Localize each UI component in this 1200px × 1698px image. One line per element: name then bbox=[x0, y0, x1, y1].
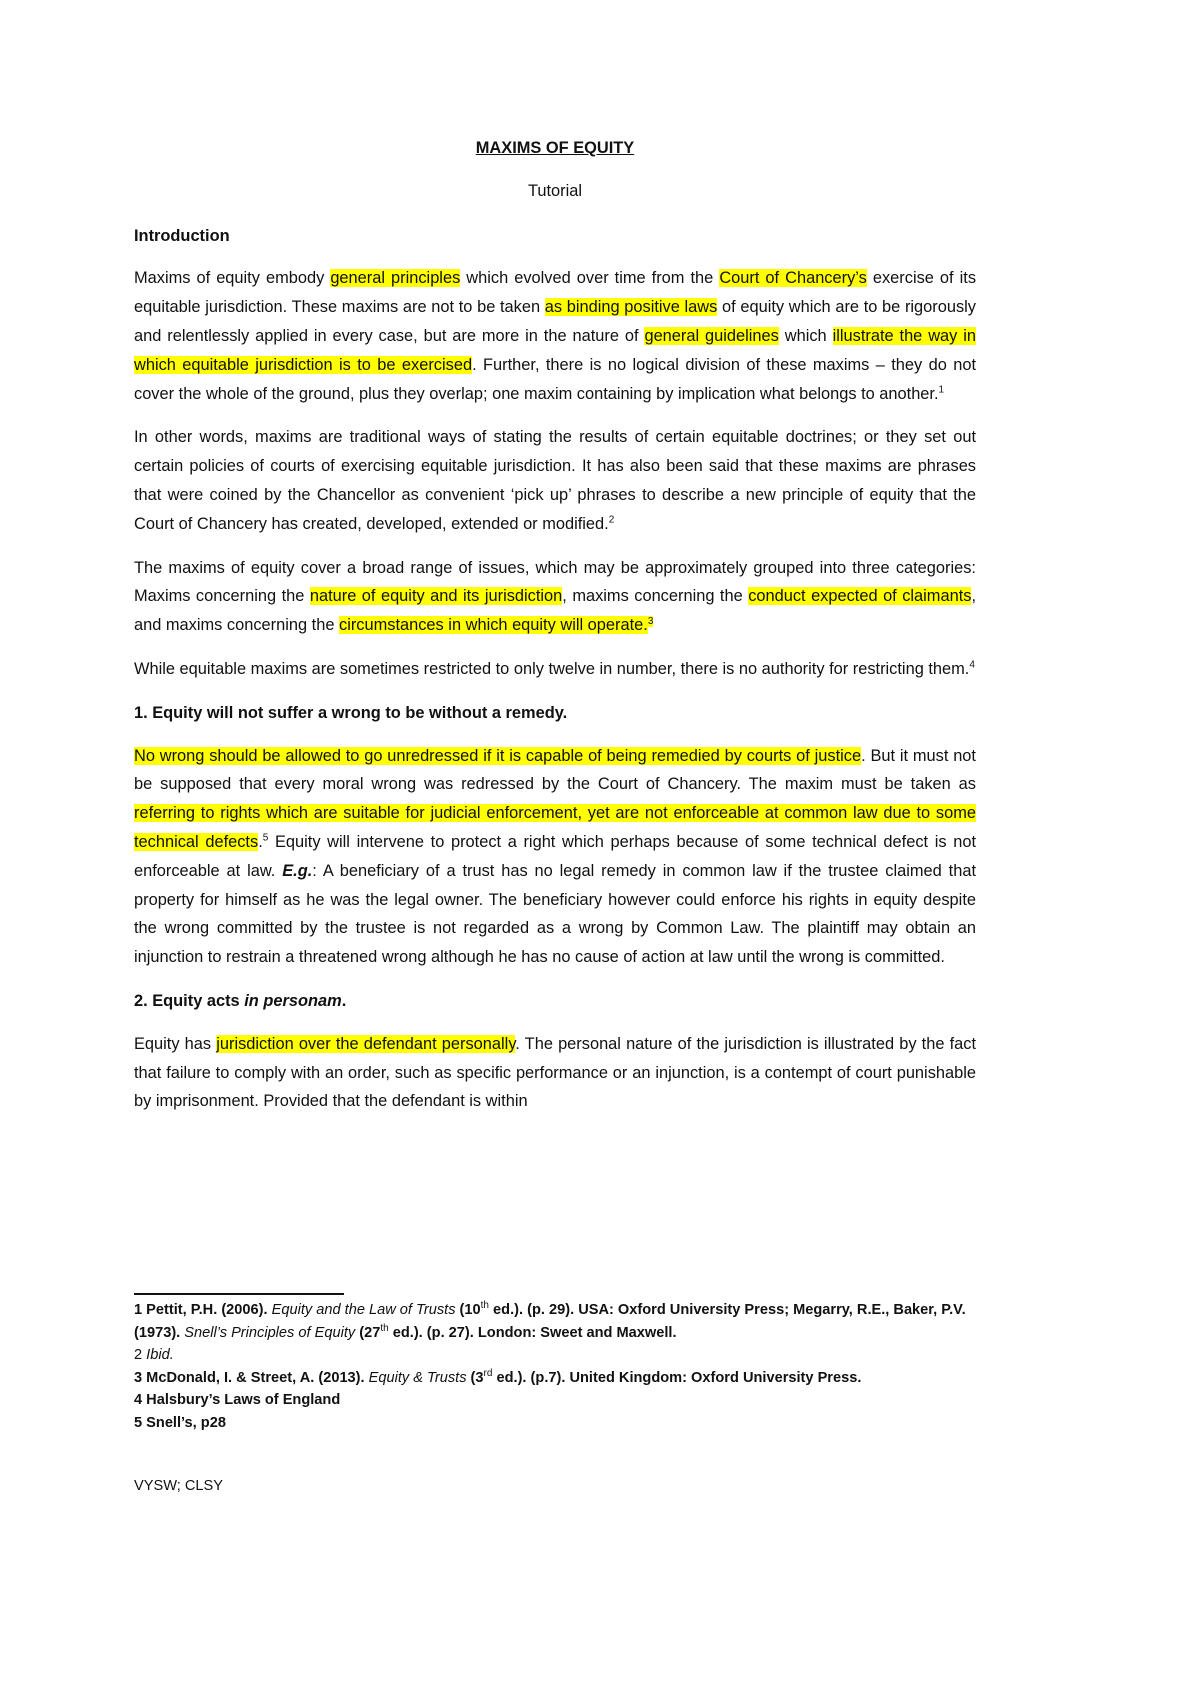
text-run: (27 bbox=[355, 1324, 381, 1341]
text-run: . bbox=[258, 832, 263, 851]
highlighted-text: general principles bbox=[330, 269, 461, 288]
text-run: 4 Halsbury’s Laws of England bbox=[134, 1392, 341, 1408]
text-run: (3 bbox=[466, 1369, 484, 1386]
highlighted-text: conduct expected of claimants bbox=[748, 587, 972, 606]
footnote bbox=[134, 1299, 976, 1344]
footnote-reference: th bbox=[380, 1322, 389, 1334]
highlighted-text: referring to rights which are suitable for judicial enforcement, yet are not enforceable at common law due to some technical defects bbox=[134, 804, 976, 851]
highlighted-text: nature of equity and its jurisdiction bbox=[309, 587, 563, 606]
highlighted-text: jurisdiction over the defendant personally bbox=[216, 1034, 516, 1053]
text-run: . But it must not be supposed that every moral wrong was redressed by the Court of Chancery. The maxim must be taken as bbox=[134, 746, 976, 794]
text-run: 3 McDonald, I. & Street, A. (2013). bbox=[134, 1369, 369, 1386]
text-run: Equity will intervene to protect a right which perhaps because of some technical defect is not enforceable at law. bbox=[134, 832, 976, 880]
footnote-reference: rd bbox=[483, 1367, 493, 1379]
highlighted-text: circumstances in which equity will operate. bbox=[339, 616, 648, 635]
footnote-reference: 2 bbox=[608, 514, 615, 526]
text-run: ed.). (p.7). United Kingdom: Oxford University Press. bbox=[492, 1369, 862, 1386]
paragraph bbox=[134, 655, 976, 684]
document-body bbox=[134, 134, 976, 1131]
text-run: which bbox=[778, 326, 833, 345]
footnote bbox=[134, 1367, 976, 1390]
text-run: of equity which are to be rigorously and relentlessly applied in every case, but are more in the nature of bbox=[134, 298, 976, 345]
footnote bbox=[134, 1412, 976, 1435]
text-run: in personam bbox=[244, 991, 342, 1010]
footnote bbox=[134, 1389, 976, 1412]
text-run: exercise of its equitable jurisdiction. These maxims are not to be taken bbox=[134, 269, 977, 317]
footnote bbox=[134, 1344, 976, 1367]
document-content bbox=[134, 222, 976, 1117]
text-run: Equity has bbox=[134, 1034, 217, 1053]
text-run: Maxims of equity embody bbox=[134, 269, 331, 288]
section-heading bbox=[134, 699, 976, 728]
paragraph bbox=[134, 742, 976, 972]
footnote-separator bbox=[134, 1293, 344, 1295]
document-title: MAXIMS OF EQUITY bbox=[475, 139, 635, 157]
text-run: Ibid. bbox=[146, 1347, 174, 1363]
text-run: (10 bbox=[455, 1302, 481, 1318]
text-run: In other words, maxims are traditional ways of stating the results of certain equitable doctrines; or they set out certain policies of courts of exercising equitable jurisdiction. It has also been said that these maxims are phrases that were coined by the Chancellor as convenient ‘pick up’ phrases to describe a new principle of equity that the Court of Chancery has created, developed, extended or modified. bbox=[134, 428, 976, 533]
text-run: . bbox=[341, 991, 347, 1010]
text-run: 2 bbox=[134, 1347, 147, 1363]
text-run: While equitable maxims are sometimes restricted to only twelve in number, there is no authority for restricting them. bbox=[134, 659, 970, 678]
text-run: Snell’s Principles of Equity bbox=[184, 1324, 356, 1341]
text-run: Equity & Trusts bbox=[368, 1369, 467, 1386]
highlighted-text: Court of Chancery’s bbox=[719, 269, 867, 288]
paragraph bbox=[134, 1030, 976, 1116]
text-run: 2. Equity acts bbox=[134, 991, 245, 1010]
text-run: ed.). (p. 29). USA: Oxford University Press; Megarry, R.E., Baker, P.V. (1973). bbox=[134, 1302, 966, 1341]
text-run: : A beneficiary of a trust has no legal remedy in common law if the trustee claimed that property for himself as he was the legal owner. The beneficiary however could enforce his rights in equity despite the wrong committed by the trustee is not regarded as a wrong by Common Law. The plaintiff may obtain an injunction to restrain a threatened wrong although he has no cause of action at law until the wrong is committed. bbox=[134, 861, 976, 967]
text-run: , maxims concerning the bbox=[562, 587, 749, 606]
text-run: , and maxims concerning the bbox=[134, 587, 977, 635]
text-run: 5 Snell’s, p28 bbox=[134, 1414, 226, 1431]
paragraph bbox=[134, 264, 976, 408]
text-run: . The personal nature of the jurisdiction is illustrated by the fact that failure to comply with an order, such as specific performance or an injunction, is a contempt of court punishable by imprisonment. Provided that the defendant is within bbox=[134, 1034, 976, 1111]
document-subtitle: Tutorial bbox=[527, 181, 583, 200]
text-run: 1. Equity will not suffer a wrong to be without a remedy. bbox=[134, 703, 568, 722]
highlighted-text: No wrong should be allowed to go unredressed if it is capable of being remedied by courts of justice bbox=[134, 746, 862, 765]
paragraph bbox=[134, 423, 976, 538]
paragraph bbox=[134, 554, 976, 640]
text-run: E.g. bbox=[282, 861, 313, 880]
text-run: 1 Pettit, P.H. (2006). bbox=[134, 1302, 272, 1318]
text-run: which evolved over time from the bbox=[460, 269, 720, 288]
text-run: Equity and the Law of Trusts bbox=[271, 1302, 456, 1318]
text-run: . Further, there is no logical division of these maxims – they do not cover the whole of the ground, plus they overlap; one maxim containing by implication what belongs to another. bbox=[134, 355, 977, 403]
footnote-reference: 4 bbox=[969, 659, 975, 671]
page-footer: VYSW; CLSY bbox=[134, 1478, 223, 1494]
highlighted-text: as binding positive laws bbox=[544, 298, 718, 317]
footnote-reference: th bbox=[480, 1300, 489, 1312]
highlighted-text: illustrate the way in which equitable jurisdiction is to be exercised bbox=[134, 326, 977, 374]
text-run: The maxims of equity cover a broad range of issues, which may be approximately grouped into three categories: Maxims concerning the bbox=[134, 558, 976, 606]
highlighted-text: general guidelines bbox=[644, 326, 779, 345]
footnote-reference: 3 bbox=[647, 615, 654, 627]
text-run: ed.). (p. 27). London: Sweet and Maxwell. bbox=[388, 1324, 677, 1341]
footnotes bbox=[134, 1299, 976, 1434]
footnote-reference: 5 bbox=[262, 832, 269, 844]
section-heading bbox=[134, 222, 976, 251]
text-run: Introduction bbox=[134, 226, 230, 245]
section-heading bbox=[134, 987, 976, 1016]
footnote-reference: 1 bbox=[938, 384, 945, 396]
